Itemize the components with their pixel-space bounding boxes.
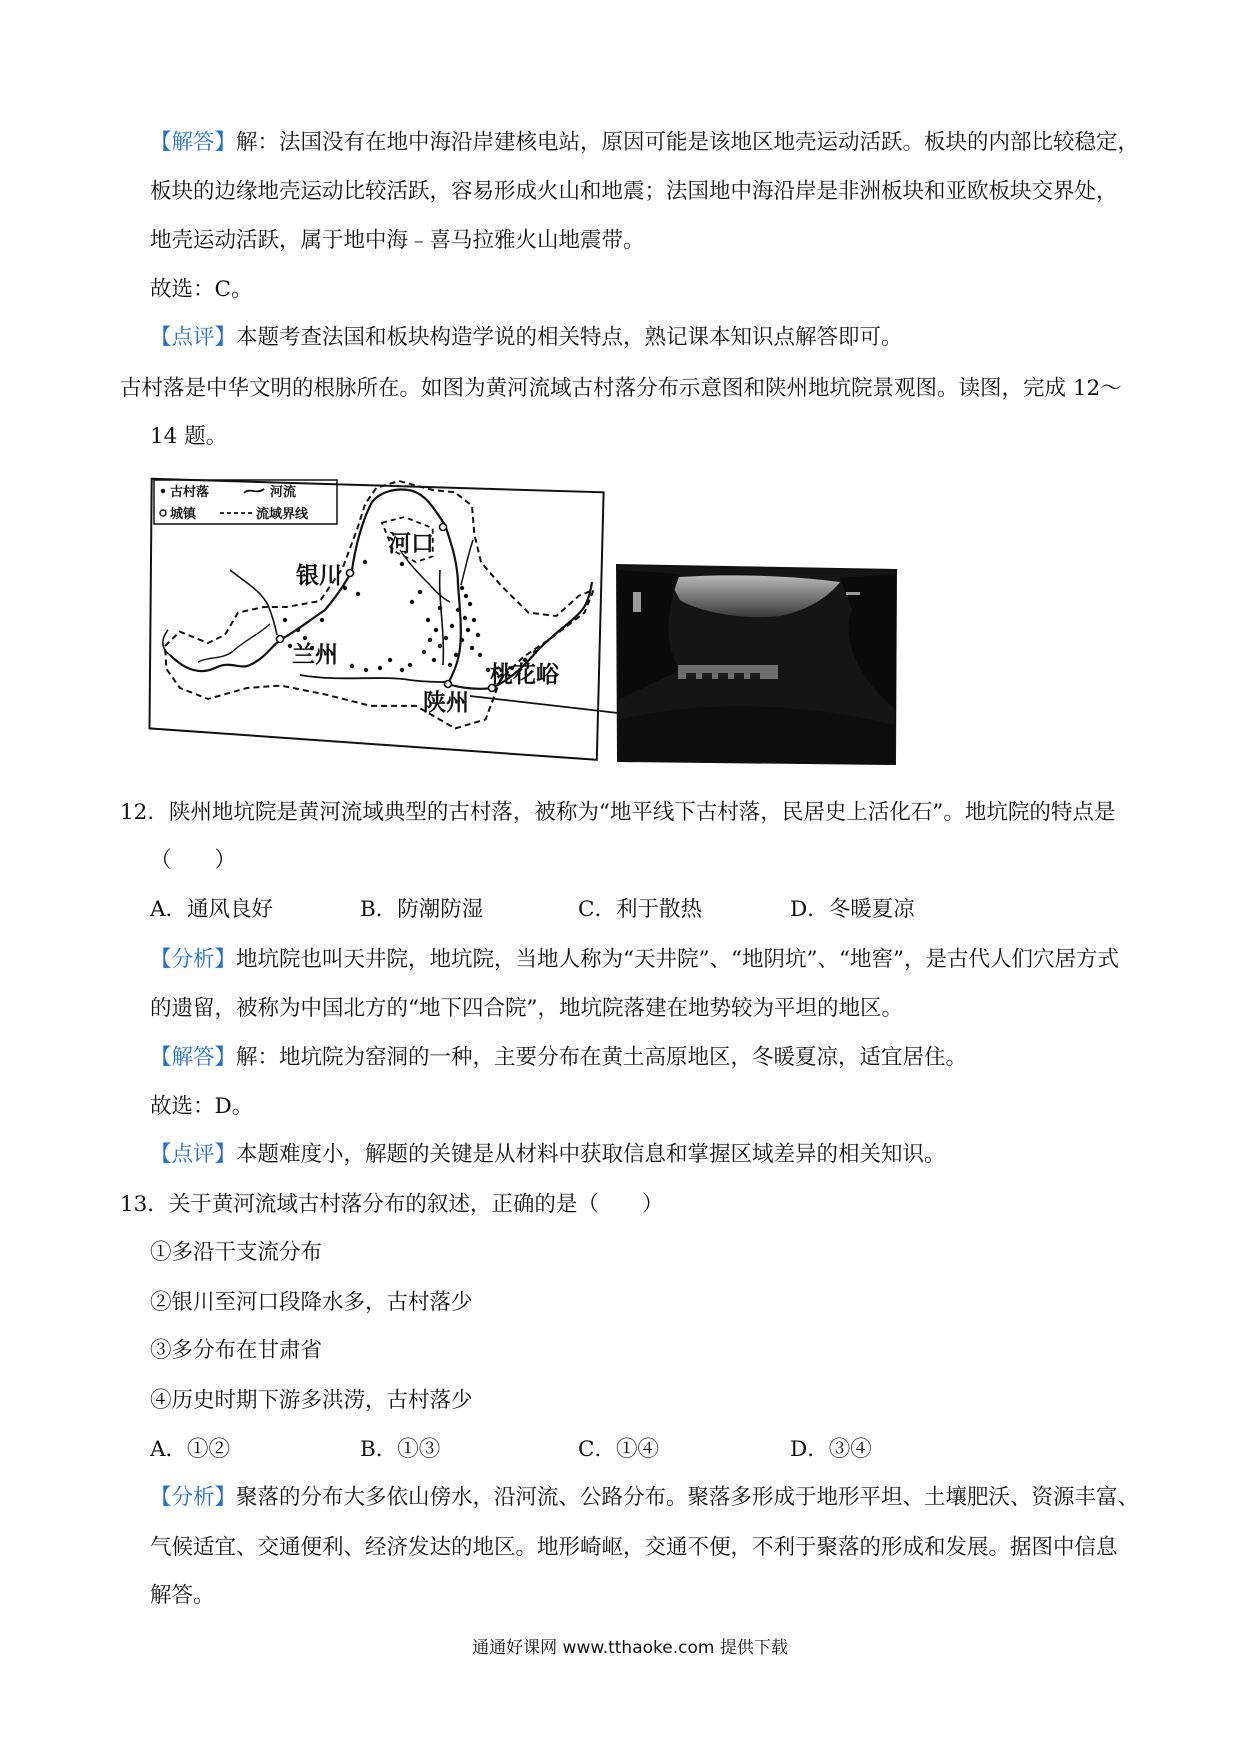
village-dot bbox=[418, 590, 422, 594]
yinchuan-town-icon bbox=[347, 570, 354, 577]
answer-tag: 【解答】 bbox=[150, 130, 237, 155]
village-dot bbox=[460, 638, 464, 642]
legend-boundary-label: 流域界线 bbox=[256, 507, 309, 522]
village-dot bbox=[448, 663, 452, 667]
village-dot bbox=[456, 608, 460, 612]
village-dot bbox=[450, 624, 454, 628]
village-dot bbox=[460, 586, 464, 590]
label-taohuayu: 桃花峪 bbox=[490, 661, 559, 688]
village-dot bbox=[408, 663, 412, 667]
village-dot bbox=[343, 586, 347, 590]
review-tag: 【点评】 bbox=[150, 325, 237, 350]
label-shanzhou: 陕州 bbox=[423, 689, 469, 716]
q13-option-d: D．③④ bbox=[790, 1437, 872, 1462]
q13-analysis-line-3: 解答。 bbox=[150, 1583, 215, 1608]
village-dot bbox=[426, 618, 430, 622]
q13-statement-3: ③多分布在甘肃省 bbox=[150, 1338, 323, 1363]
q11-answer-line-3: 地壳运动活跃，属于地中海﹣喜马拉雅火山地震带。 bbox=[150, 228, 645, 253]
village-dot bbox=[400, 668, 404, 672]
map-frame bbox=[150, 479, 604, 760]
page-footer: 通通好课网 www.tthaoke.com 提供下载 bbox=[472, 1638, 788, 1658]
lanzhou-town-icon bbox=[277, 636, 284, 643]
intro-line-1: 古村落是中华文明的根脉所在。如图为黄河流域古村落分布示意图和陕州地坑院景观图。读图，完成 12～ bbox=[120, 376, 1122, 401]
q13-analysis-line-1 bbox=[150, 1485, 1139, 1511]
village-dot bbox=[363, 560, 367, 564]
label-yinchuan: 银川 bbox=[296, 562, 342, 589]
intro-line-2: 14 题。 bbox=[150, 424, 228, 449]
village-dot bbox=[468, 602, 472, 606]
village-dot bbox=[438, 644, 442, 648]
q13-stem: 13．关于黄河流域古村落分布的叙述，正确的是（ ） bbox=[120, 1192, 664, 1217]
village-dot bbox=[466, 628, 470, 632]
analysis-text: 地坑院也叫天井院，地坑院，当地人称为“天井院”、“地阴坑”、“地窖”，是古代人们穴居方式 bbox=[236, 947, 1119, 972]
q11-answer-line-1 bbox=[150, 130, 1139, 156]
village-dot bbox=[410, 600, 414, 604]
shanzhou-town-icon bbox=[445, 681, 452, 688]
village-dot bbox=[478, 653, 482, 657]
village-dot bbox=[400, 562, 404, 566]
village-dot bbox=[350, 664, 354, 668]
village-dot bbox=[283, 618, 287, 622]
legend-town-label: 城镇 bbox=[170, 507, 197, 522]
q13-option-b: B．①③ bbox=[360, 1437, 441, 1462]
legend-town-circle-icon bbox=[160, 510, 166, 516]
label-lanzhou: 兰州 bbox=[292, 641, 338, 668]
q13-statement-1: ①多沿干支流分布 bbox=[150, 1240, 323, 1265]
q12-choice: 故选：D。 bbox=[150, 1094, 254, 1119]
analysis-tag: 【分析】 bbox=[150, 1485, 237, 1510]
q13-analysis-line-2: 气候适宜、交通便利、经济发达的地区。地形崎岖，交通不便，不利于聚落的形成和发展。据图中信息 bbox=[150, 1535, 1118, 1560]
answer-text: 解：地坑院为窑洞的一种，主要分布在黄土高原地区，冬暖夏凉，适宜居住。 bbox=[236, 1045, 968, 1070]
q13-option-a: A．①② bbox=[150, 1437, 231, 1462]
photo-mark-right bbox=[846, 592, 860, 595]
village-dot bbox=[320, 618, 324, 622]
village-dot bbox=[296, 628, 300, 632]
q13-option-c: C．①④ bbox=[578, 1437, 659, 1462]
village-dot bbox=[356, 592, 360, 596]
analysis-tag: 【分析】 bbox=[150, 947, 237, 972]
village-dot bbox=[438, 606, 442, 610]
legend-village-label: 古村落 bbox=[170, 485, 210, 500]
q12-option-c: C．利于散热 bbox=[578, 897, 702, 922]
q11-answer-line-2: 板块的边缘地壳运动比较活跃，容易形成火山和地震；法国地中海沿岸是非洲板块和亚欧板块交界处， bbox=[150, 179, 1118, 204]
village-dot bbox=[428, 638, 432, 642]
village-dot bbox=[364, 668, 368, 672]
hekou-town-icon bbox=[440, 524, 447, 531]
village-dot bbox=[444, 636, 448, 640]
village-dot bbox=[472, 618, 476, 622]
analysis-text: 聚落的分布大多依山傍水，沿河流、公路分布。聚落多形成于地形平坦、土壤肥沃、资源丰富、 bbox=[236, 1485, 1140, 1510]
village-dot bbox=[434, 628, 438, 632]
q12-option-a: A．通风良好 bbox=[150, 897, 274, 922]
review-tag: 【点评】 bbox=[150, 1142, 237, 1167]
village-dot bbox=[432, 658, 436, 662]
label-hekou: 河口 bbox=[388, 530, 434, 557]
village-dot bbox=[533, 650, 537, 654]
q12-analysis-line-2: 的遗留，被称为中国北方的“地下四合院”，地坑院落建在地势较为平坦的地区。 bbox=[150, 996, 903, 1021]
q12-stem: 12．陕州地坑院是黄河流域典型的古村落，被称为“地平线下古村落，民居史上活化石”。地坑院的特点是 bbox=[120, 800, 1116, 825]
review-text: 本题考查法国和板块构造学说的相关特点，熟记课本知识点解答即可。 bbox=[236, 325, 903, 350]
q13-statement-4: ④历史时期下游多洪涝，古村落少 bbox=[150, 1388, 473, 1413]
q12-review bbox=[150, 1142, 946, 1168]
figure-map-and-photo bbox=[140, 470, 910, 775]
review-text: 本题难度小，解题的关键是从材料中获取信息和掌握区域差异的相关知识。 bbox=[236, 1142, 946, 1167]
q13-statement-2: ②银川至河口段降水多，古村落少 bbox=[150, 1290, 473, 1315]
village-dot bbox=[476, 633, 480, 637]
village-dot bbox=[422, 650, 426, 654]
village-dot bbox=[388, 658, 392, 662]
village-dot bbox=[463, 616, 467, 620]
answer-text: 解：法国没有在地中海沿岸建核电站，原因可能是该地区地壳运动活跃。板块的内部比较稳定， bbox=[236, 130, 1140, 155]
q12-option-b: B．防潮防湿 bbox=[360, 897, 484, 922]
q11-review bbox=[150, 325, 903, 351]
pit-courtyard-photo bbox=[617, 565, 896, 764]
village-dot bbox=[378, 666, 382, 670]
q12-option-d: D．冬暖夏凉 bbox=[790, 897, 915, 922]
legend-village-dot-icon bbox=[161, 489, 165, 493]
village-dot bbox=[303, 636, 307, 640]
q12-analysis-line-1 bbox=[150, 947, 1119, 973]
village-dot bbox=[454, 653, 458, 657]
answer-tag: 【解答】 bbox=[150, 1045, 237, 1070]
village-dot bbox=[464, 594, 468, 598]
q11-choice: 故选：C。 bbox=[150, 277, 253, 302]
q12-answer-blank: （ ） bbox=[150, 848, 237, 873]
village-dot bbox=[470, 646, 474, 650]
photo-mark-left bbox=[633, 592, 641, 612]
q12-answer bbox=[150, 1045, 967, 1071]
legend-river-label: 河流 bbox=[270, 485, 297, 500]
